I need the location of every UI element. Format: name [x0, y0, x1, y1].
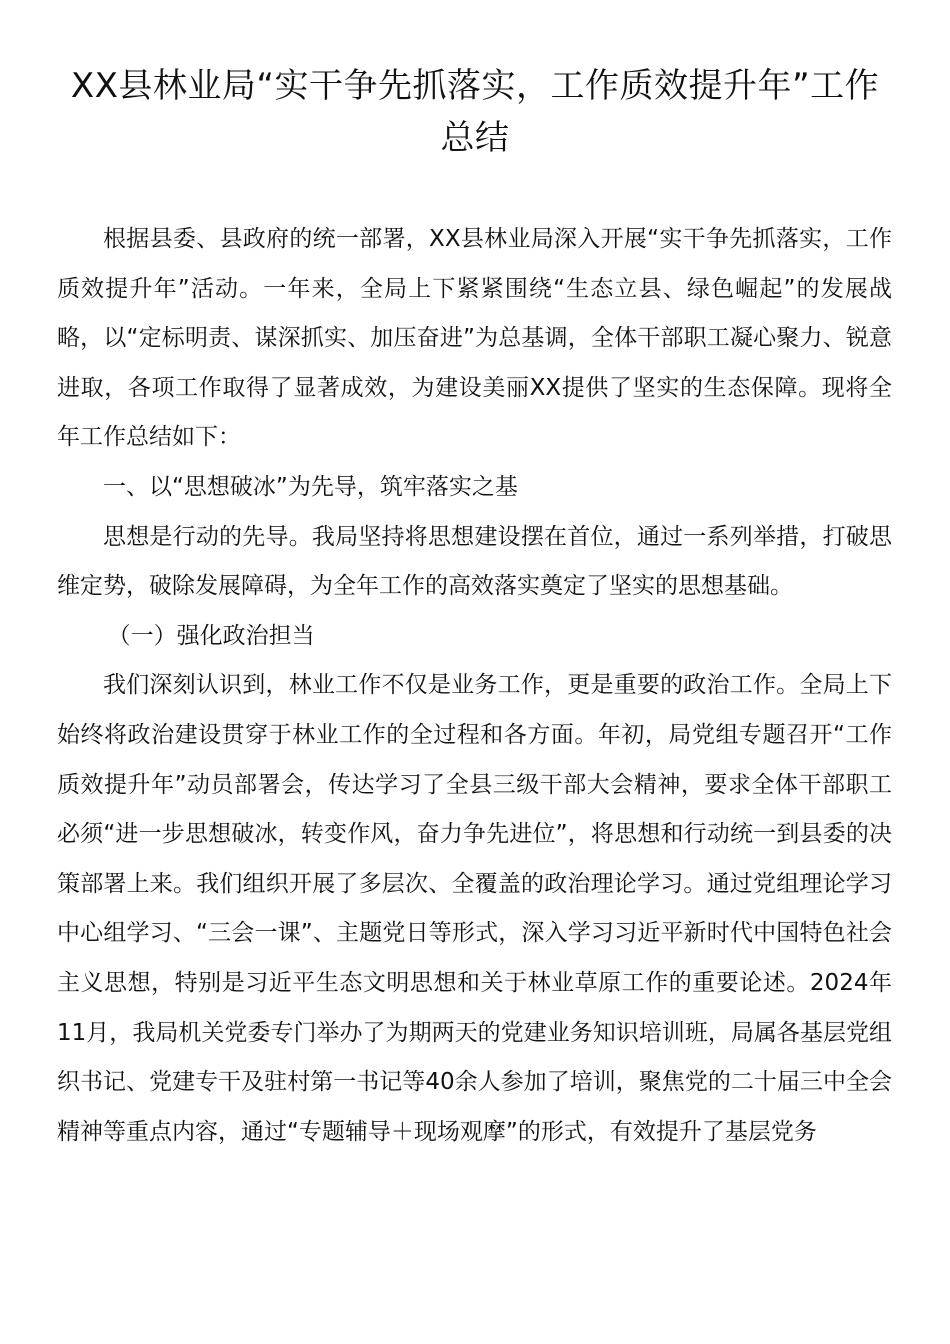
- paragraph-section-1: 思想是行动的先导。我局坚持将思想建设摆在首位，通过一系列举措，打破思维定势，破除发展障碍，为全年工作的高效落实奠定了坚实的思想基础。: [57, 523, 892, 600]
- paragraph-subsection-1: 我们深刻认识到，林业工作不仅是业务工作，更是重要的政治工作。全局上下始终将政治建设贯穿于林业工作的全过程和各方面。年初，局党组专题召开“工作质效提升年”动员部署会，传达学习了全县三级干部大会精神，要求全体干部职工必须“进一步思想破冰，转变作风，奋力争先进位”，将思想和行动统一到县委的决策部署上来。我们组织开展了多层次、全覆盖的政治理论学习。通过党组理论学习中心组学习、“三会一课”、主题党日等形式，深入学习习近平新时代中国特色社会主义思想，特别是习近平生态文明思想和关于林业草原工作的重要论述。2024年11月，我局机关党委专门举办了为期两天的党建业务知识培训班，局属各基层党组织书记、党建专干及驻村第一书记等40余人参加了培训，聚焦党的二十届三中全会精神等重点内容，通过“专题辅导＋现场观摩”的形式，有效提升了基层党务: [57, 672, 892, 1145]
- document-title: XX县林业局“实干争先抓落实，工作质效提升年”工作总结: [70, 66, 880, 158]
- paragraph-intro: 根据县委、县政府的统一部署，XX县林业局深入开展“实干争先抓落实，工作质效提升年”活动。一年来，全局上下紧紧围绕“生态立县、绿色崛起”的发展战略，以“定标明责、谋深抓实、加压奋进”为总基调，全体干部职工凝心聚力、锐意进取，各项工作取得了显著成效，为建设美丽XX提供了坚实的生态保障。现将全年工作总结如下：: [57, 226, 892, 451]
- section-heading-1: 一、以“思想破冰”为先导，筑牢落实之基: [103, 473, 518, 500]
- document-body: [57, 215, 892, 1157]
- subsection-heading-1: （一）强化政治担当: [107, 622, 315, 649]
